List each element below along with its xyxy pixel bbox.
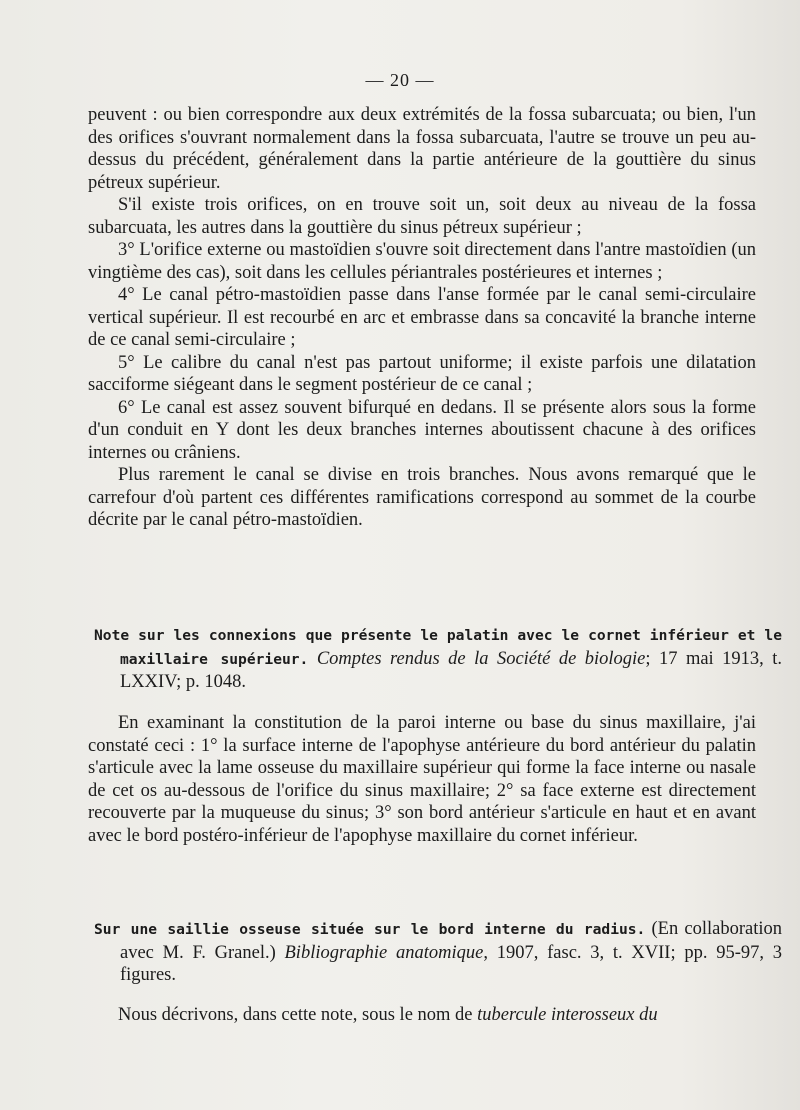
paragraph: 4° Le canal pétro-mastoïdien passe dans l'anse formée par le canal semi-circulaire vertical supérieur. Il est recourbé en arc et embrasse dans sa concavité la branche interne de ce canal semi-circulaire ; xyxy=(88,285,756,350)
paragraph: Plus rarement le canal se divise en trois branches. Nous avons remarqué que le carrefour d'où partent ces différentes ramifications correspond au sommet de la courbe décrite par le canal pétro-mastoïdien. xyxy=(88,465,756,530)
paragraph xyxy=(88,1004,756,1027)
paragraph-text: Nous décrivons, dans cette note, sous le nom de xyxy=(118,1005,478,1025)
bibliographic-notice-radius xyxy=(94,918,782,987)
paragraph: 6° Le canal est assez souvent bifurqué en dedans. Il se présente alors sous la forme d'un conduit en Y dont les deux branches internes aboutissent chacune à des orifices internes ou crâniens. xyxy=(88,397,756,463)
notice-title: Note sur les connexions que présente le palatin avec le cornet inférieur et le maxillaire supérieur. xyxy=(94,627,782,668)
journal-name: Bibliographie anatomique xyxy=(284,942,484,963)
journal-name: Comptes rendus de la Société de biologie xyxy=(316,648,646,669)
paragraph: En examinant la constitution de la paroi interne ou base du sinus maxillaire, j'ai constaté ceci : 1° la surface interne de l'apophyse antérieure du bord antérieur du palatin s'articule avec la lame osseuse du maxillaire supérieur qui forme la face interne ou nasale de cet os au-dessous de l'orifice du sinus maxillaire; 2° sa face externe est directement recouverte par la muqueuse du sinus; 3° son bord antérieur s'articule en haut et en avant avec le bord postéro-inférieur de l'apophyse maxillaire du cornet inférieur. xyxy=(88,713,756,846)
bibliographic-notice-palatin xyxy=(94,624,782,694)
section-radius-tubercle xyxy=(88,1004,756,1027)
italic-term: tubercule interosseux du xyxy=(477,1005,658,1025)
citation-details: ; 17 mai 1913, t. LXXIV; p. 1048. xyxy=(120,648,783,692)
page-number: — 20 — xyxy=(365,70,435,90)
paragraph: peuvent : ou bien correspondre aux deux extrémités de la fossa subarcuata; ou bien, l'un des orifices s'ouvrant normalement dans la fossa subarcuata, l'autre se trouve un peu au-dessus du précédent, généralement dans la partie antérieure de la gouttière du sinus pétreux supérieur. xyxy=(88,105,756,193)
section-maxillary-sinus xyxy=(88,712,756,847)
paragraph: 5° Le calibre du canal n'est pas partout uniforme; il existe parfois une dilatation sacciforme siégeant dans le segment postérieur de ce canal ; xyxy=(88,352,756,395)
notice-title: Sur une saillie osseuse située sur le bord interne du radius. xyxy=(94,921,646,938)
citation-details: , 1907, fasc. 3, t. XVII; pp. 95-97, 3 figures. xyxy=(120,942,782,985)
collaboration-note: (En collaboration avec M. F. Granel.) xyxy=(120,919,782,963)
paragraph: 3° L'orifice externe ou mastoïdien s'ouvre soit directement dans l'antre mastoïdien (un vingtième des cas), soit dans les cellules périantrales postérieures et internes ; xyxy=(88,240,756,283)
section-petro-mastoid-canal xyxy=(88,104,756,532)
paragraph: S'il existe trois orifices, on en trouve soit un, soit deux au niveau de la fossa subarcuata, les autres dans la gouttière du sinus pétreux supérieur ; xyxy=(88,195,756,238)
